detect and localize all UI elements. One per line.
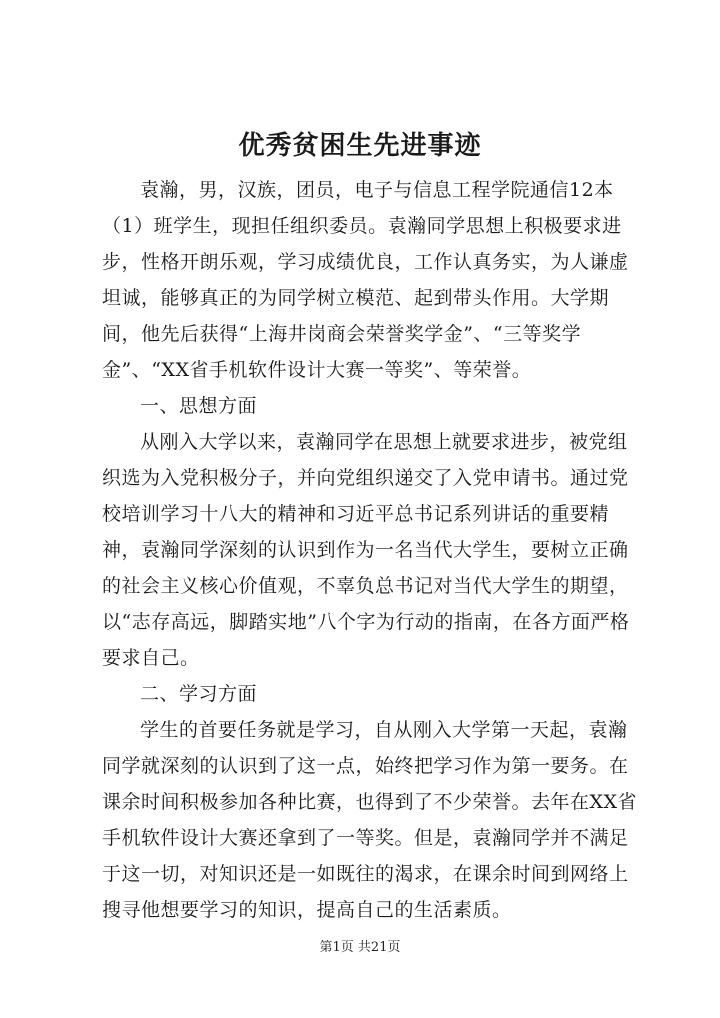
section-heading-study: 二、学习方面 (140, 683, 258, 705)
document-body (102, 172, 642, 928)
section-paragraph-study: 学生的首要任务就是学习，自从刚入大学第一天起，袁瀚同学就深刻的认识到了这一点，始终把学习作为第一要务。在课余时间积极参加各种比赛，也得到了不少荣誉。去年在XX省手机软件设计大赛还拿到了一等奖。但是，袁瀚同学并不满足于这一切，对知识还是一如既往的渴求，在课余时间到网络上搜寻他想要学习的知识，提高自己的生活素质。 (102, 719, 638, 921)
intro-paragraph: 袁瀚，男，汉族，团员，电子与信息工程学院通信12本（1）班学生，现担任组织委员。袁瀚同学思想上积极要求进步，性格开朗乐观，学习成绩优良，工作认真务实，为人谦虚坦诚，能够真正的为同学树立模范、起到带头作用。大学期间，他先后获得“上海井岗商会荣誉奖学金”、“三等奖学金”、“XX省手机软件设计大赛一等奖”、等荣誉。 (102, 179, 629, 381)
page-number-footer: 第1页 共21页 (319, 940, 401, 955)
section-paragraph-thought: 从刚入大学以来，袁瀚同学在思想上就要求进步，被党组织选为入党积极分子，并向党组织递交了入党申请书。通过党校培训学习十八大的精神和习近平总书记系列讲话的重要精神，袁瀚同学深刻的认识到作为一名当代大学生，要树立正确的社会主义核心价值观，不辜负总书记对当代大学生的期望，以“志存高远，脚踏实地”八个字为行动的指南，在各方面严格要求自己。 (102, 431, 630, 669)
document-title: 优秀贫困生先进事迹 (238, 131, 482, 161)
section-heading-thought: 一、思想方面 (140, 395, 258, 417)
